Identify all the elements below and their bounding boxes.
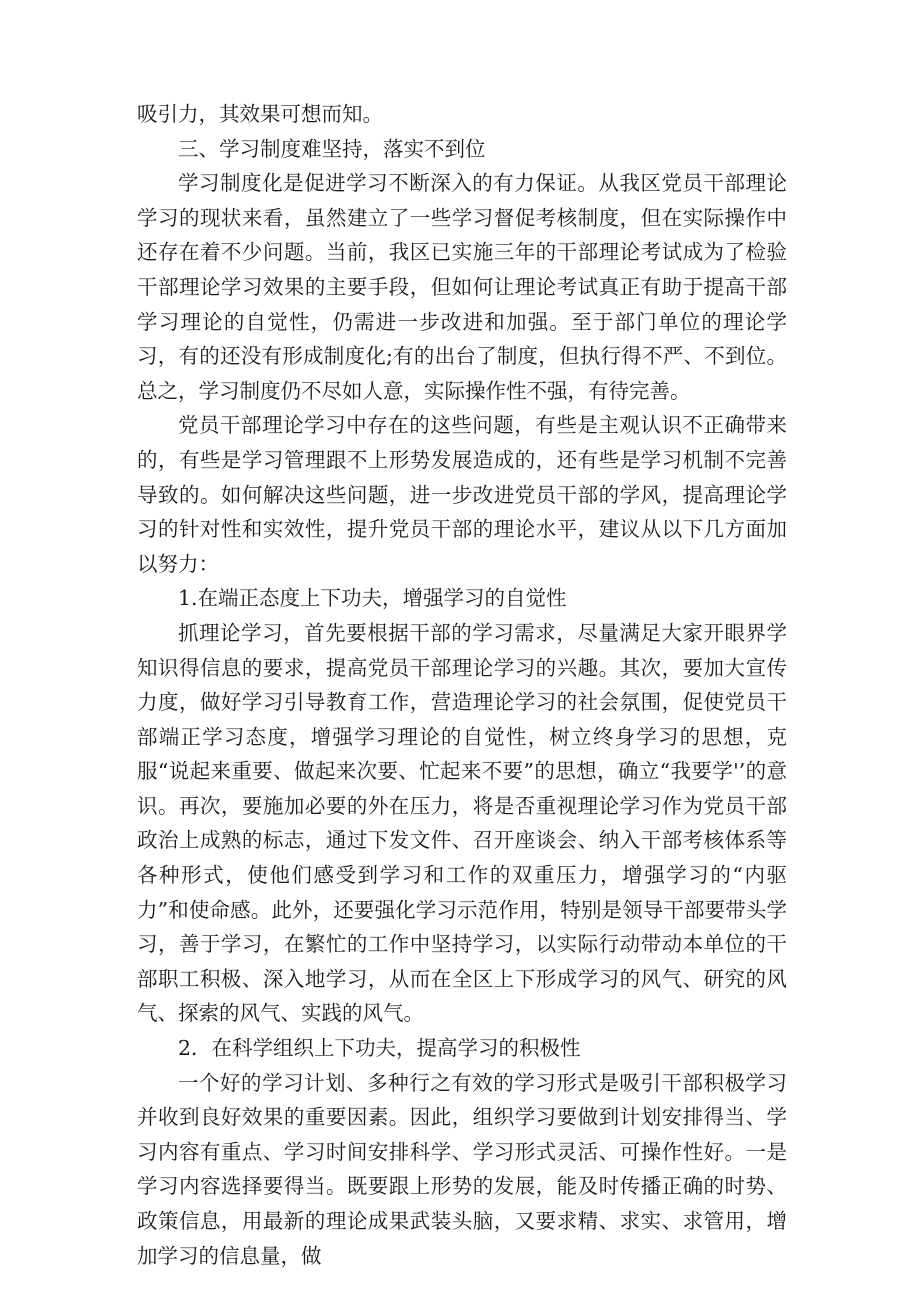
subheading-1: 1.在端正态度上下功夫，增强学习的自觉性 (178, 586, 567, 611)
section-heading-3: 三、学习制度难坚持，落实不到位 (178, 136, 486, 161)
paragraph-study-system: 学习制度化是促进学习不断深入的有力保证。从我区党员干部理论学习的现状来看，虽然建立了一些学习督促考核制度，但在实际操作中还存在着不少问题。当前，我区已实施三年的干部理论考试成为了检验干部理论学习效果的主要手段，但如何让理论考试真正有助于提高干部学习理论的自觉性，仍需进一步改进和加强。至于部门单位的理论学习，有的还没有形成制度化;有的出台了制度，但执行得不严、不到位。总之，学习制度仍不尽如人意，实际操作性不强，有待完善。 (137, 171, 787, 403)
paragraph-organization: 一个好的学习计划、多种行之有效的学习形式是吸引干部积极学习并收到良好效果的重要因素。因此，组织学习要做到计划安排得当、学习内容有重点、学习时间安排科学、学习形式灵活、可操作性好。一是学习内容选择要得当。既要跟上形势的发展，能及时传播正确的时势、政策信息，用最新的理论成果武装头脑，又要求精、求实、求管用，增加学习的信息量，做 (137, 1070, 787, 1268)
paragraph-problems-summary: 党员干部理论学习中存在的这些问题，有些是主观认识不正确带来的，有些是学习管理跟不上形势发展造成的，还有些是学习机制不完善导致的。如何解决这些问题，进一步改进党员干部的学风，提高理论学习的针对性和实效性，提升党员干部的理论水平，建议从以下几方面加以努力： (137, 413, 787, 576)
paragraph-attitude: 抓理论学习，首先要根据干部的学习需求，尽量满足大家开眼界学知识得信息的要求，提高党员干部理论学习的兴趣。其次，要加大宣传力度，做好学习引导教育工作，营造理论学习的社会氛围，促使党员干部端正学习态度，增强学习理论的自觉性，树立终身学习的思想，克服“说起来重要、做起来次要、忙起来不要”的思想，确立“我要学'’的意识。再次，要施加必要的外在压力，将是否重视理论学习作为党员干部政治上成熟的标志，通过下发文件、召开座谈会、纳入干部考核体系等各种形式，使他们感受到学习和工作的双重压力，增强学习的“内驱力”和使命感。此外，还要强化学习示范作用，特别是领导干部要带头学习，善于学习，在繁忙的工作中坚持学习，以实际行动带动本单位的干部职工积极、深入地学习，从而在全区上下形成学习的风气、研究的风气、探索的风气、实践的风气。 (137, 620, 787, 1026)
subheading-2: 2．在科学组织上下功夫，提高学习的积极性 (178, 1036, 581, 1061)
document-body (137, 97, 787, 1273)
paragraph-continuation: 吸引力，其效果可想而知。 (137, 102, 383, 126)
